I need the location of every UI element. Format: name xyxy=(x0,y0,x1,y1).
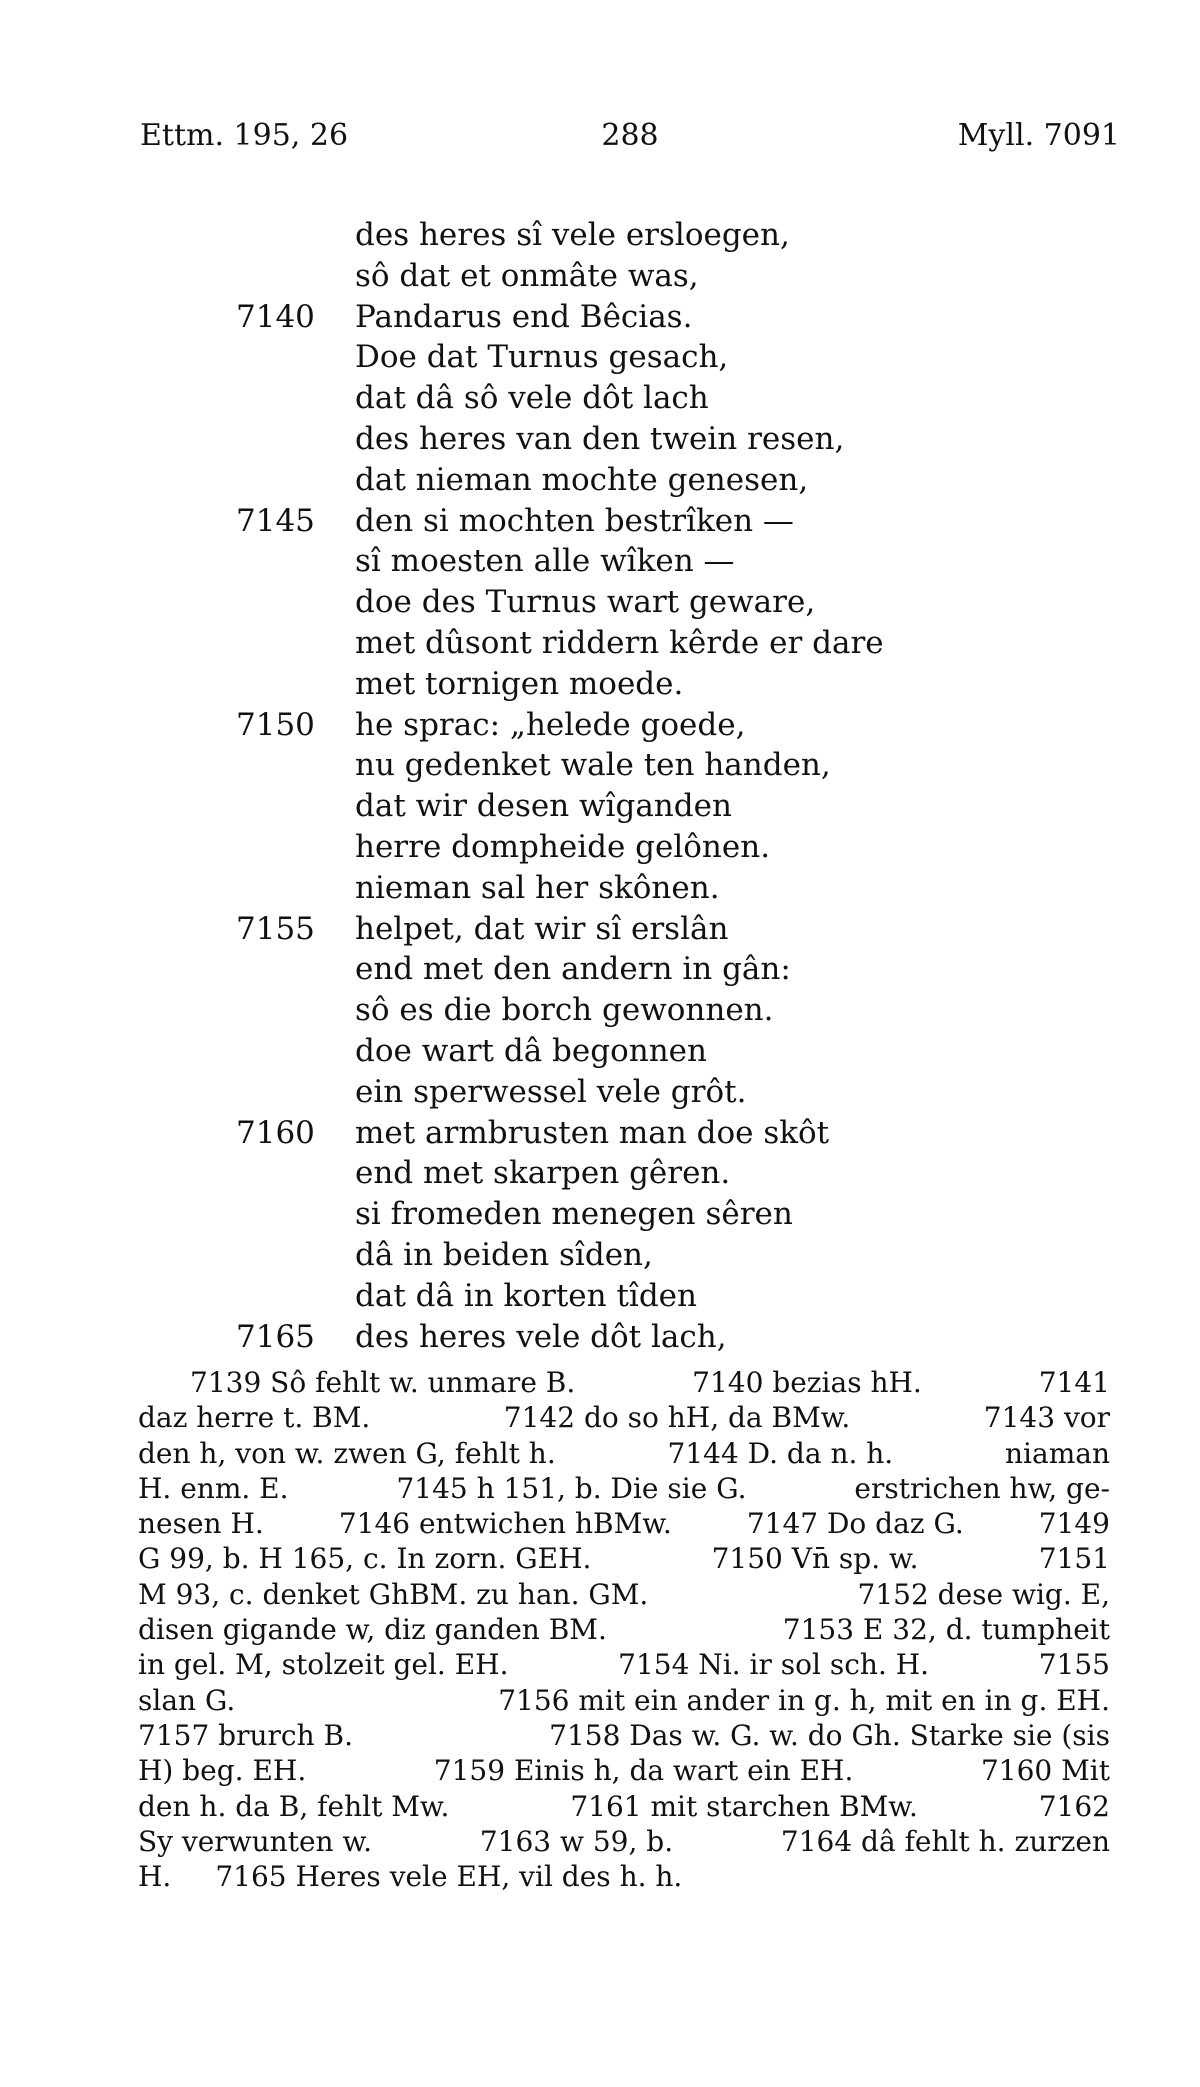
verse-line xyxy=(0,1031,1200,1072)
apparatus-entry: 7157 brurch B. xyxy=(138,1718,353,1752)
verse-line xyxy=(0,664,1200,705)
critical-apparatus xyxy=(138,1365,1110,1894)
verse-text: des heres sî vele ersloegen, xyxy=(355,217,790,253)
apparatus-line xyxy=(138,1789,1110,1824)
apparatus-entry: 7144 D. da n. h. xyxy=(667,1436,894,1470)
apparatus-entry: 7151 xyxy=(1038,1542,1110,1576)
verse-text: sî moesten alle wîken — xyxy=(355,543,735,580)
apparatus-line xyxy=(138,1824,1110,1859)
apparatus-entry: H) beg. EH. xyxy=(138,1754,307,1788)
verse-text: met tornigen moede. xyxy=(355,665,684,702)
running-header xyxy=(140,118,1120,158)
apparatus-entry: 7158 Das w. G. w. do Gh. Starke sie (sis xyxy=(549,1718,1110,1752)
verse-line xyxy=(0,582,1200,623)
verse-text: des heres van den twein resen, xyxy=(355,420,845,457)
page-number: 288 xyxy=(601,118,659,153)
apparatus-entry: 7154 Ni. ir sol sch. H. xyxy=(618,1648,930,1682)
verse-number: 7165 xyxy=(236,1318,315,1355)
verse-text: he sprac: „helede goede, xyxy=(355,706,746,743)
apparatus-line xyxy=(138,1647,1110,1682)
apparatus-entry: 7146 entwichen hBMw. xyxy=(338,1507,672,1541)
apparatus-entry: den h, von w. zwen G, fehlt h. xyxy=(138,1436,556,1470)
apparatus-line xyxy=(138,1577,1110,1612)
verse-text: Pandarus end Bêcias. xyxy=(355,298,693,335)
apparatus-line xyxy=(138,1683,1110,1718)
apparatus-line xyxy=(138,1753,1110,1788)
apparatus-entry: 7149 xyxy=(1038,1507,1110,1541)
apparatus-line xyxy=(138,1365,1110,1400)
apparatus-entry: erstrichen hw, ge- xyxy=(854,1471,1110,1505)
apparatus-line xyxy=(138,1471,1110,1506)
verse-text: dat nieman mochte genesen, xyxy=(355,461,809,498)
apparatus-line xyxy=(138,1506,1110,1541)
verse-number: 7155 xyxy=(236,910,315,947)
verse-line xyxy=(0,1235,1200,1276)
verse-line xyxy=(0,745,1200,786)
verse-line xyxy=(0,1113,1200,1154)
verse-line xyxy=(0,1072,1200,1113)
verse-line xyxy=(0,623,1200,664)
verse-number: 7150 xyxy=(236,706,315,743)
apparatus-entry: 7165 Heres vele EH, vil des h. h. xyxy=(215,1860,683,1894)
apparatus-entry: 7160 Mit xyxy=(980,1754,1110,1788)
verse-text: sô dat et onmâte was, xyxy=(355,257,699,294)
apparatus-entry: 7140 bezias hH. xyxy=(692,1366,922,1399)
verse-line xyxy=(0,786,1200,827)
verse-text: doe des Turnus wart geware, xyxy=(355,584,816,621)
apparatus-entry: H. xyxy=(138,1860,172,1894)
verse-text: Doe dat Turnus gesach, xyxy=(355,339,729,376)
verse-line xyxy=(0,215,1200,256)
verse-line xyxy=(0,541,1200,582)
verse-line xyxy=(0,419,1200,460)
apparatus-entry: 7141 xyxy=(1038,1366,1110,1399)
apparatus-line xyxy=(138,1612,1110,1647)
verse-block xyxy=(0,215,1200,1357)
verse-text: sô es die borch gewonnen. xyxy=(355,992,774,1029)
verse-text: met dûsont riddern kêrde er dare xyxy=(355,624,884,661)
verse-line xyxy=(0,1276,1200,1317)
verse-line xyxy=(0,378,1200,419)
verse-text: met armbrusten man doe skôt xyxy=(355,1114,830,1151)
verse-line xyxy=(0,909,1200,950)
apparatus-entry: 7150 Vn̄ sp. w. xyxy=(711,1542,919,1576)
verse-text: si fromeden menegen sêren xyxy=(355,1196,793,1233)
verse-line xyxy=(0,705,1200,746)
apparatus-entry: 7164 dâ fehlt h. zurzen xyxy=(780,1824,1110,1858)
verse-line xyxy=(0,827,1200,868)
header-myll-ref: Myll. 7091 xyxy=(957,118,1120,153)
apparatus-entry: 7145 h 151, b. Die sie G. xyxy=(396,1471,747,1505)
apparatus-entry: 7147 Do daz G. xyxy=(746,1507,964,1541)
verse-line xyxy=(0,868,1200,909)
apparatus-entry: nesen H. xyxy=(138,1507,264,1541)
apparatus-entry: 7153 E 32, d. tumpheit xyxy=(782,1613,1110,1647)
apparatus-line xyxy=(138,1400,1110,1435)
apparatus-entry: G 99, b. H 165, c. In zorn. GEH. xyxy=(138,1542,592,1576)
verse-text: end met den andern in gân: xyxy=(355,951,791,988)
verse-text: ein sperwessel vele grôt. xyxy=(355,1073,747,1110)
verse-text: end met skarpen gêren. xyxy=(355,1155,731,1192)
apparatus-entry: 7162 xyxy=(1038,1789,1110,1823)
apparatus-entry: 7142 do so hH, da BMw. xyxy=(503,1401,851,1435)
apparatus-entry: 7163 w 59, b. xyxy=(479,1824,674,1858)
apparatus-entry: den h. da B, fehlt Mw. xyxy=(138,1789,450,1823)
apparatus-entry: H. enm. E. xyxy=(138,1471,289,1505)
verse-number: 7140 xyxy=(236,298,315,335)
verse-text: nieman sal her skônen. xyxy=(355,869,720,906)
apparatus-entry: 7152 dese wig. E, xyxy=(857,1577,1110,1611)
apparatus-entry: disen gigande w, diz ganden BM. xyxy=(138,1613,607,1647)
verse-line xyxy=(0,501,1200,542)
verse-text: nu gedenket wale ten handen, xyxy=(355,747,831,784)
verse-line xyxy=(0,297,1200,338)
verse-line xyxy=(0,1153,1200,1194)
apparatus-line xyxy=(138,1541,1110,1576)
apparatus-entry: 7143 vor xyxy=(983,1401,1110,1435)
apparatus-entry: 7161 mit starchen BMw. xyxy=(570,1789,918,1823)
apparatus-entry: M 93, c. denket GhBM. zu han. GM. xyxy=(138,1577,649,1611)
apparatus-line xyxy=(138,1436,1110,1471)
verse-text: herre dompheide gelônen. xyxy=(355,828,771,865)
apparatus-entry: daz herre t. BM. xyxy=(138,1401,371,1435)
verse-number: 7145 xyxy=(236,502,315,539)
verse-line xyxy=(0,460,1200,501)
header-source-ref: Ettm. 195, 26 xyxy=(140,118,349,153)
apparatus-line xyxy=(138,1718,1110,1753)
verse-line xyxy=(0,990,1200,1031)
verse-line xyxy=(0,1194,1200,1235)
verse-number: 7160 xyxy=(236,1114,315,1151)
verse-text: helpet, dat wir sî erslân xyxy=(355,910,729,947)
verse-line xyxy=(0,337,1200,378)
apparatus-entry: 7156 mit ein ander in g. h, mit en in g. EH. xyxy=(498,1683,1110,1717)
apparatus-entry: Sy verwunten w. xyxy=(138,1824,373,1858)
apparatus-entry: in gel. M, stolzeit gel. EH. xyxy=(138,1648,509,1682)
verse-text: dat wir desen wîganden xyxy=(355,788,732,825)
apparatus-entry: niaman xyxy=(1005,1436,1110,1470)
verse-text: des heres vele dôt lach, xyxy=(355,1318,727,1355)
verse-line xyxy=(0,1317,1200,1358)
verse-text: dâ in beiden sîden, xyxy=(355,1236,653,1273)
verse-text: dat dâ sô vele dôt lach xyxy=(355,380,709,417)
verse-text: doe wart dâ begonnen xyxy=(355,1032,707,1069)
apparatus-line xyxy=(138,1859,1110,1894)
apparatus-entry: 7159 Einis h, da wart ein EH. xyxy=(433,1754,854,1788)
verse-line xyxy=(0,256,1200,297)
apparatus-entry: 7155 xyxy=(1038,1648,1110,1682)
apparatus-entry: 7139 Sô fehlt w. unmare B. xyxy=(190,1366,576,1399)
verse-text: den si mochten bestrîken — xyxy=(355,502,794,539)
verse-text: dat dâ in korten tîden xyxy=(355,1277,697,1314)
verse-line xyxy=(0,949,1200,990)
apparatus-entry: slan G. xyxy=(138,1683,236,1717)
